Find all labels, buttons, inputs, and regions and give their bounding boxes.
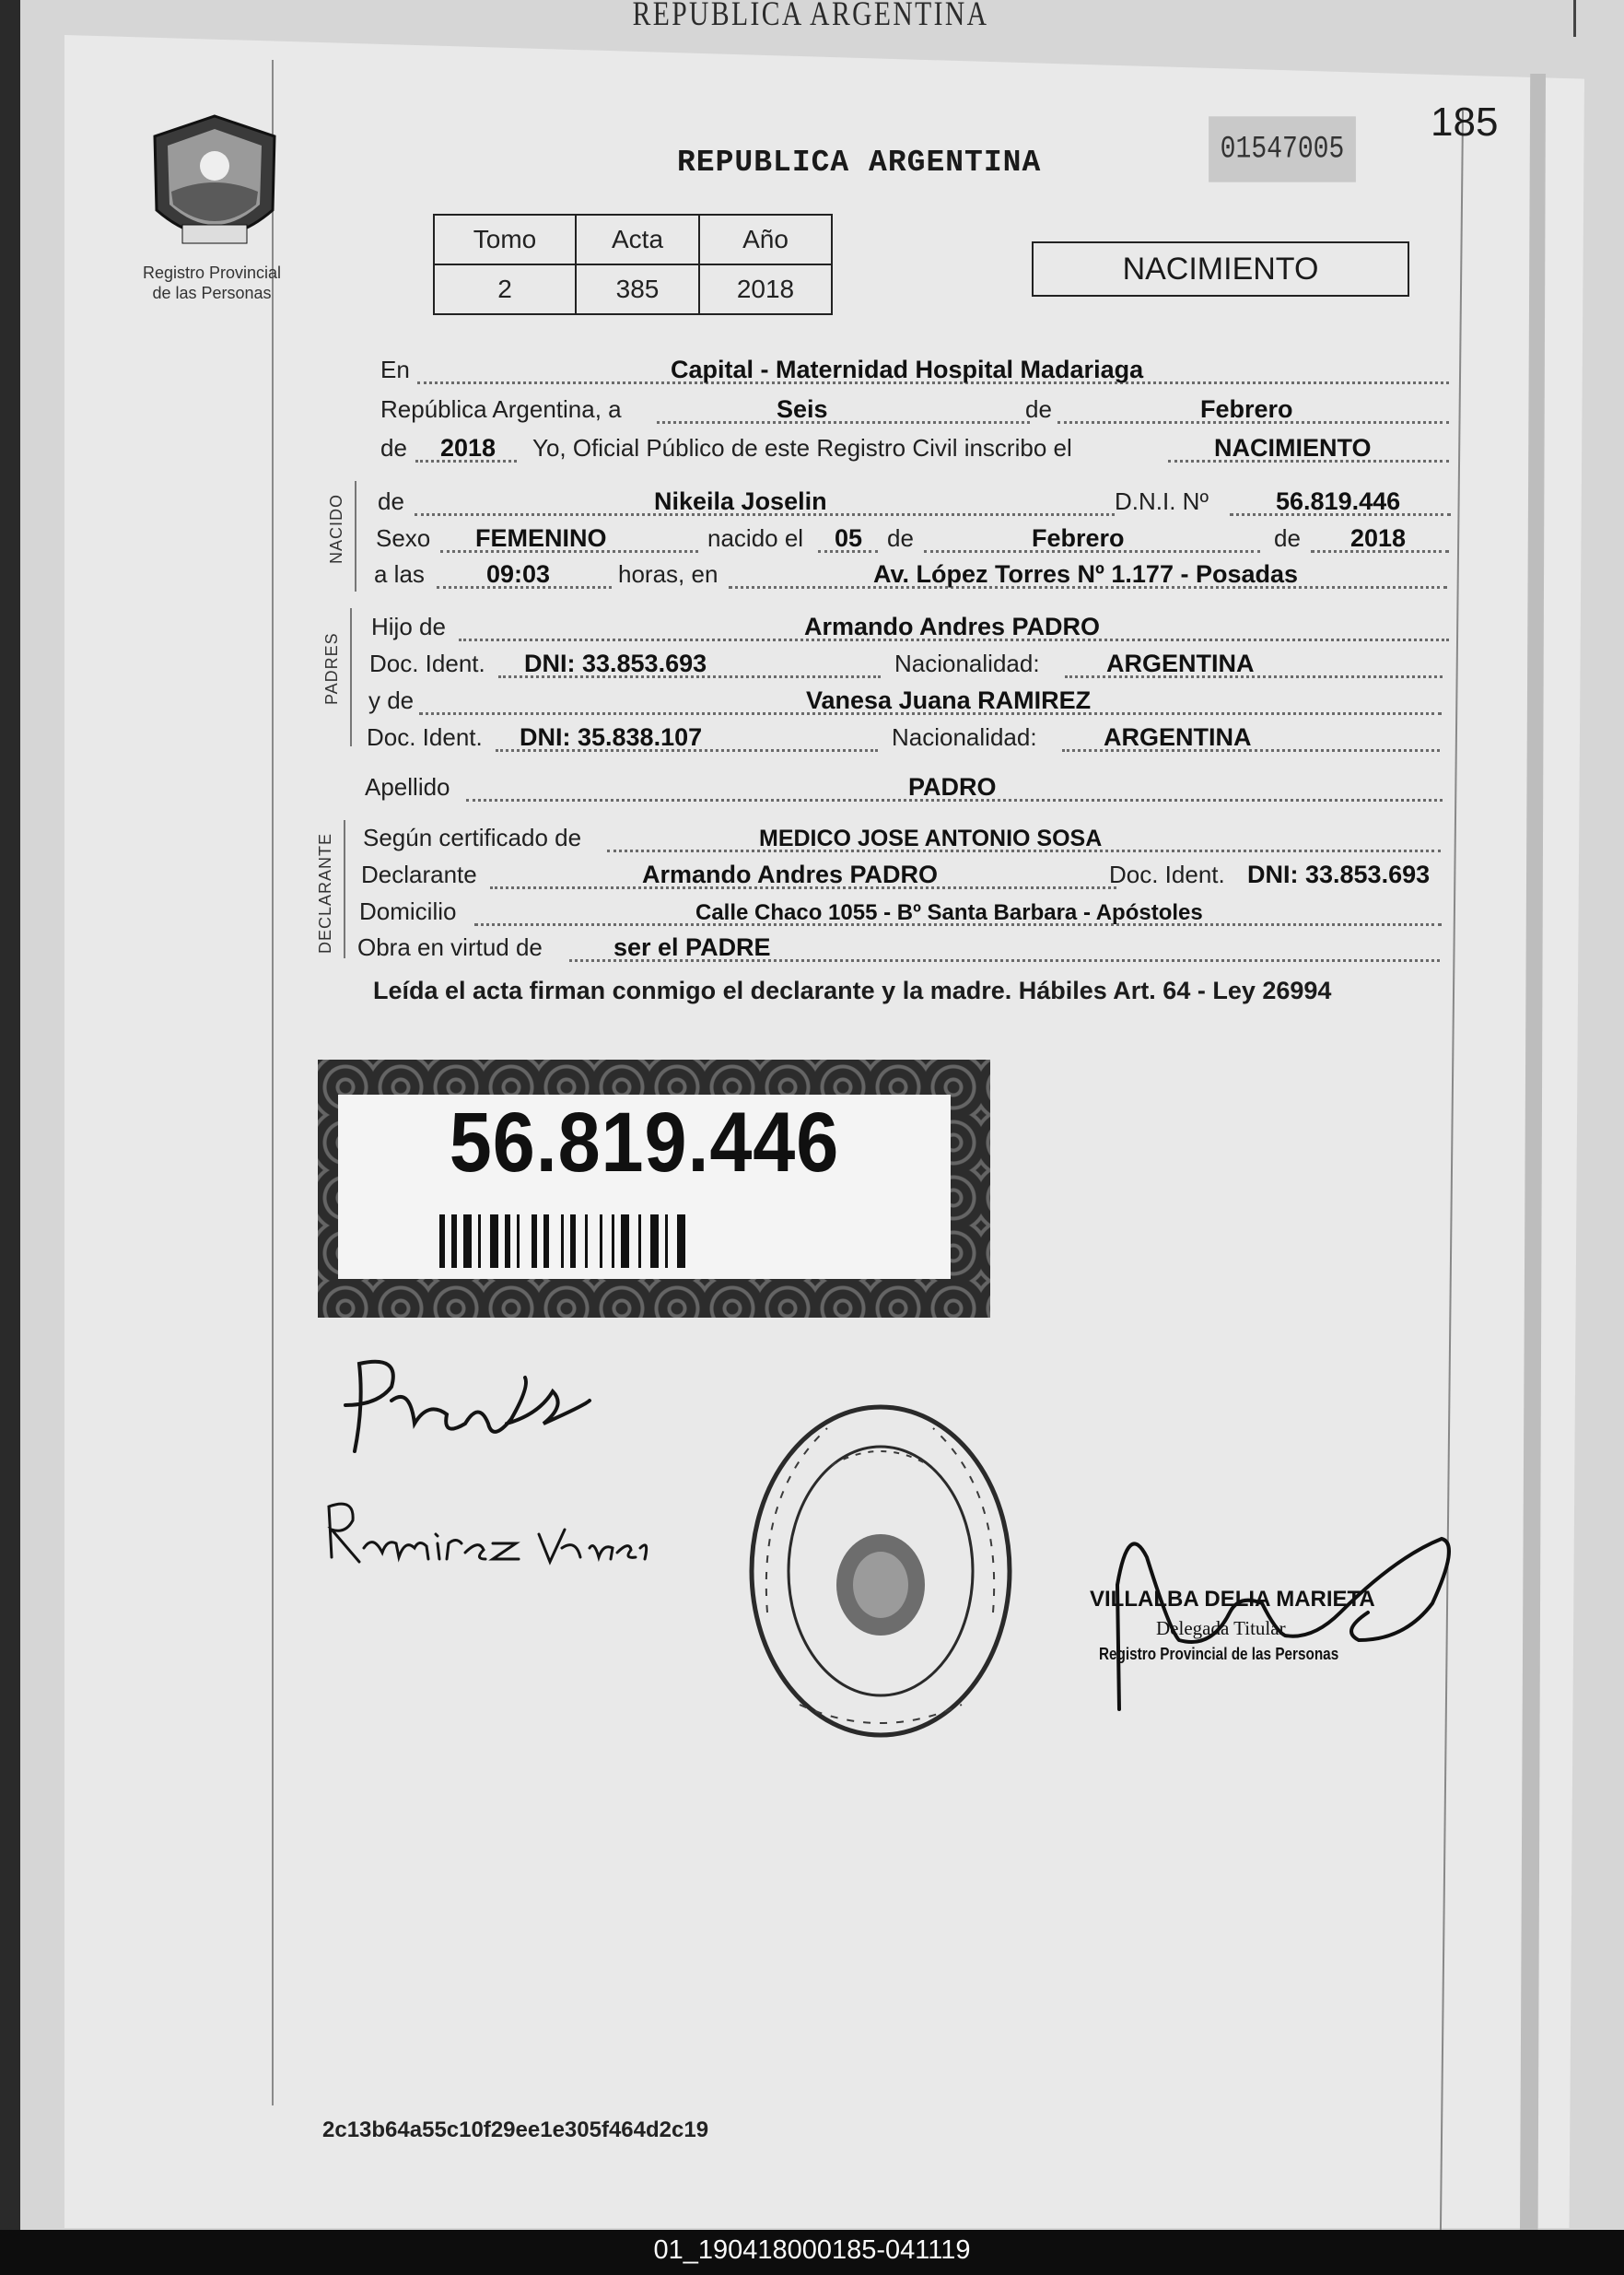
- barcode-bar: [439, 1214, 445, 1268]
- form-line-nombre: [378, 487, 1460, 522]
- header-rule: [1573, 0, 1576, 37]
- document-hash: 2c13b64a55c10f29ee1e305f464d2c19: [322, 2117, 709, 2142]
- page-number: 185: [1431, 100, 1499, 145]
- nac-de-label: de: [887, 524, 914, 552]
- barcode-bar: [532, 1214, 537, 1268]
- form-line-padre-doc: [369, 649, 1456, 684]
- barcode-bar: [463, 1214, 472, 1268]
- form-line-inscripcion: [380, 433, 1458, 468]
- header-tomo: Tomo: [434, 215, 576, 264]
- segun-label: Según certificado de: [363, 824, 582, 851]
- padre-doc-label: Doc. Ident.: [369, 650, 485, 677]
- nac-de2-label: de: [1274, 524, 1301, 552]
- barcode-bar: [677, 1214, 685, 1268]
- field-nac-anio: 2018: [1350, 524, 1407, 552]
- delegate-role: Delegada Titular: [1156, 1617, 1286, 1639]
- padre-nac-label: Nacionalidad:: [894, 650, 1040, 677]
- sexo-label: Sexo: [376, 524, 431, 552]
- de-label: de: [1025, 395, 1052, 423]
- form-line-madre: [368, 686, 1455, 721]
- barcode-bar: [517, 1214, 520, 1268]
- barcode-bar: [543, 1214, 549, 1268]
- field-obra: ser el PADRE: [613, 933, 771, 961]
- nombre-label: de: [378, 487, 404, 515]
- field-declarante-doc: DNI: 33.853.693: [1247, 861, 1431, 888]
- declarante-rule: [344, 820, 345, 958]
- delegate-office: Registro Provincial de las Personas: [1099, 1645, 1339, 1663]
- domicilio-label: Domicilio: [359, 897, 457, 925]
- outer-header: REPUBLICA ARGENTINA: [632, 0, 989, 33]
- form-line-declarante: [361, 860, 1453, 895]
- footer-code: 01_190418000185-041119: [653, 2235, 971, 2265]
- padres-rule: [350, 608, 352, 746]
- dotted-line: [657, 421, 1030, 424]
- logo-caption: [111, 263, 313, 303]
- signature-madre: [318, 1493, 649, 1576]
- field-domicilio: Calle Chaco 1055 - Bº Santa Barbara - Apóstoles: [695, 900, 1203, 925]
- header-acta: Acta: [576, 215, 699, 264]
- official-stamp: [744, 1401, 1016, 1741]
- apellido-label: Apellido: [365, 773, 450, 801]
- field-madre: Vanesa Juana RAMIREZ: [806, 686, 1092, 714]
- barcode-bar: [505, 1214, 510, 1268]
- record-table-header-row: [434, 215, 832, 264]
- field-tipo: NACIMIENTO: [1214, 434, 1372, 462]
- barcode-bar: [570, 1214, 576, 1268]
- field-certificado: MEDICO JOSE ANTONIO SOSA: [759, 826, 1103, 851]
- value-tomo: 2: [434, 264, 576, 314]
- de2-label: de: [380, 434, 407, 462]
- field-apellido: PADRO: [908, 773, 997, 801]
- barcode: [439, 1214, 845, 1268]
- republica-label: República Argentina, a: [380, 395, 622, 423]
- value-acta: 385: [576, 264, 699, 314]
- field-padre-nac: ARGENTINA: [1106, 650, 1255, 677]
- signature-declarante: [327, 1350, 594, 1465]
- field-dia: Seis: [777, 395, 828, 423]
- logo-caption-line2: de las Personas: [152, 284, 272, 302]
- signature-delegate: [1092, 1502, 1451, 1723]
- barcode-bar: [490, 1214, 498, 1268]
- form-line-lugar: [380, 355, 1458, 390]
- field-padre-doc: DNI: 33.853.693: [524, 650, 707, 677]
- form-line-fecha: [380, 394, 1458, 429]
- scan-edge-shadow: [0, 0, 20, 2230]
- yde-label: y de: [368, 686, 415, 714]
- en-label: En: [380, 356, 410, 383]
- field-nombre: Nikeila Joselin: [654, 487, 827, 515]
- field-padre: Armando Andres PADRO: [804, 613, 1101, 640]
- legal-note: Leída el acta firman conmigo el declarante y la madre. Hábiles Art. 64 - Ley 26994: [373, 977, 1332, 1004]
- sticker-label: [338, 1095, 951, 1279]
- form-line-hora: [374, 559, 1461, 594]
- field-dni: 56.819.446: [1276, 487, 1401, 515]
- field-mes: Febrero: [1200, 395, 1293, 423]
- field-declarante: Armando Andres PADRO: [642, 861, 939, 888]
- a-las-label: a las: [374, 560, 425, 588]
- record-type-box: NACIMIENTO: [1032, 241, 1409, 297]
- field-nac-mes: Febrero: [1032, 524, 1125, 552]
- barcode-bar: [612, 1214, 614, 1268]
- barcode-bar: [600, 1214, 602, 1268]
- form-line-madre-doc: [367, 722, 1454, 757]
- nacido-rule: [355, 481, 356, 592]
- hijo-label: Hijo de: [371, 613, 446, 640]
- barcode-bar: [638, 1214, 641, 1268]
- barcode-bar: [650, 1214, 659, 1268]
- side-label-nacido: NACIDO: [327, 493, 345, 564]
- form-line-domicilio: [359, 897, 1451, 932]
- field-sexo: FEMENINO: [475, 524, 607, 552]
- barcode-bar: [478, 1214, 481, 1268]
- madre-doc-label: Doc. Ident.: [367, 723, 483, 751]
- form-line-sexo: [376, 523, 1458, 558]
- record-table-value-row: [434, 264, 832, 314]
- field-madre-nac: ARGENTINA: [1104, 723, 1252, 751]
- declarante-doc-label: Doc. Ident.: [1109, 861, 1225, 888]
- value-anio: 2018: [699, 264, 832, 314]
- yo-text: Yo, Oficial Público de este Registro Civil inscribo el: [532, 434, 1072, 462]
- document-title: REPUBLICA ARGENTINA: [677, 146, 1042, 180]
- form-line-obra: [357, 932, 1449, 967]
- barcode-bar: [585, 1214, 588, 1268]
- declarante-label: Declarante: [361, 861, 477, 888]
- side-label-declarante: DECLARANTE: [316, 832, 334, 954]
- dni-label: D.N.I. Nº: [1115, 487, 1209, 515]
- field-lugar: Capital - Maternidad Hospital Madariaga: [671, 356, 1144, 383]
- serial-number: 01547005: [1209, 116, 1356, 182]
- madre-nac-label: Nacionalidad:: [892, 723, 1037, 751]
- side-label-padres: PADRES: [322, 632, 341, 705]
- field-direccion: Av. López Torres Nº 1.177 - Posadas: [873, 560, 1299, 588]
- field-madre-doc: DNI: 35.838.107: [520, 723, 703, 751]
- province-seal-logo: [146, 109, 284, 256]
- record-table: [433, 214, 833, 315]
- dni-sticker: [318, 1060, 990, 1318]
- header-anio: Año: [699, 215, 832, 264]
- barcode-bar: [665, 1214, 668, 1268]
- obra-label: Obra en virtud de: [357, 933, 543, 961]
- horas-label: horas, en: [618, 560, 719, 588]
- form-line-padre: [371, 612, 1458, 647]
- nacido-label: nacido el: [707, 524, 804, 552]
- sticker-dni-number: 56.819.446: [449, 1096, 840, 1190]
- logo-caption-line1: Registro Provincial: [142, 264, 282, 282]
- field-nac-dia: 05: [835, 524, 863, 552]
- barcode-bar: [451, 1214, 457, 1268]
- form-line-certificado: [363, 823, 1450, 858]
- delegate-name: VILLALBA DELIA MARIETA: [1090, 1587, 1375, 1612]
- field-hora: 09:03: [486, 560, 551, 588]
- field-anio: 2018: [440, 434, 497, 462]
- form-line-apellido: [365, 772, 1452, 807]
- barcode-bar: [621, 1214, 629, 1268]
- barcode-bar: [561, 1214, 564, 1268]
